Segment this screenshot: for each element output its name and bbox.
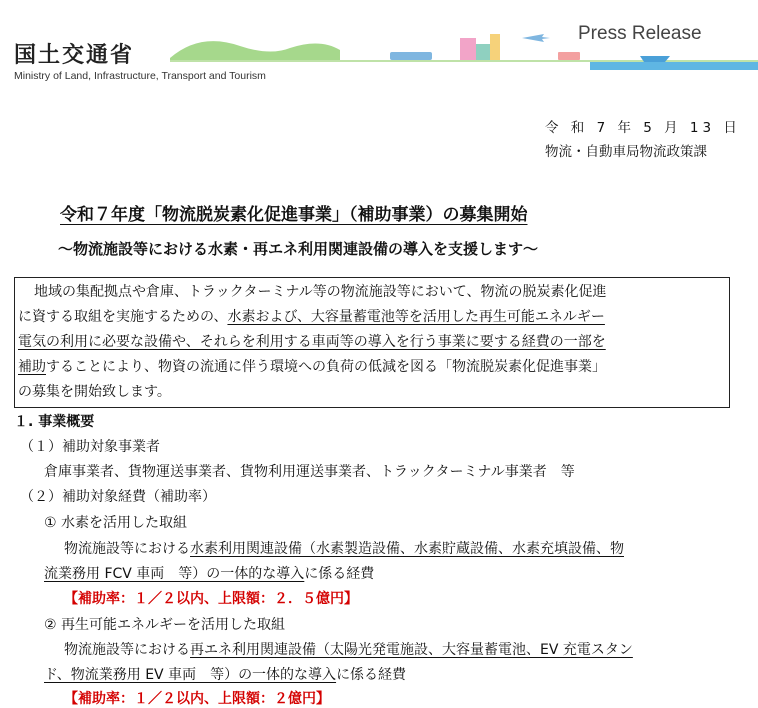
sub2-line-1-underlined: 再エネ利用関連設備（太陽光発電施設、大容量蓄電池、EV 充電スタン: [190, 642, 633, 658]
page-title: 令和７年度「物流脱炭素化促進事業」（補助事業）の募集開始: [60, 205, 528, 225]
sub2-line-2-text: に係る経費: [336, 667, 407, 683]
airplane-icon: [522, 34, 550, 42]
sub2-heading: ② 再生可能エネルギーを活用した取組: [44, 617, 285, 633]
building-2: [476, 44, 490, 60]
summary-line-4-text: することにより、物資の流通に伴う環境への負荷の低減を図る「物流脱炭素化促進事業」: [46, 359, 606, 375]
summary-line-3: 電気の利用に必要な設備や、それらを利用する車両等の導入を行う事業に要する経費の一部を: [18, 334, 606, 350]
sub2-subsidy-rate: 【補助率：１／２以内、上限額：２億円】: [64, 691, 330, 707]
summary-line-4-underlined: 補助: [18, 359, 46, 375]
item1-body: 倉庫事業者、貨物運送事業者、貨物利用運送事業者、トラックターミナル事業者 等: [44, 464, 575, 480]
building-1: [460, 38, 476, 60]
ministry-logo-title: 国土交通省: [14, 43, 135, 68]
train: [390, 52, 432, 60]
sub1-line-2-text: に係る経費: [304, 566, 375, 582]
sub2-line-1: [64, 639, 633, 659]
sub1-line-1-text: 物流施設等における: [64, 541, 190, 557]
sub2-line-2: [44, 664, 406, 684]
sub1-line-2-underlined: 流業務用 FCV 車両 等）の一体的な導入: [44, 566, 305, 582]
header-illustration: [170, 26, 758, 78]
press-release-label: Press Release: [578, 23, 702, 44]
department-name: 物流・自動車局物流政策課: [545, 144, 707, 160]
ministry-logo-subtitle: Ministry of Land, Infrastructure, Transport and Tourism: [14, 70, 266, 82]
sub1-heading: ① 水素を活用した取組: [44, 515, 188, 531]
summary-line-2-underlined: 水素および、大容量蓄電池等を活用した再生可能エネルギー: [227, 309, 605, 325]
section-heading: １. 事業概要: [14, 414, 95, 430]
item1-heading: （１）補助対象事業者: [20, 439, 160, 455]
ship: [640, 56, 670, 62]
sub1-line-2: [44, 563, 374, 583]
sub1-line-1-underlined: 水素利用関連設備（水素製造設備、水素貯蔵設備、水素充填設備、物: [190, 541, 624, 557]
release-date: 令 和 7 年 5 月 13 日: [545, 120, 741, 136]
sub2-line-1-text: 物流施設等における: [64, 642, 190, 658]
summary-line-2: [18, 305, 605, 330]
summary-line-5: の募集を開始致します。: [18, 384, 171, 400]
ground-line: [170, 60, 758, 62]
sub1-line-1: [64, 538, 624, 558]
item2-heading: （２）補助対象経費（補助率）: [20, 489, 216, 505]
sub1-subsidy-rate: 【補助率：１／２以内、上限額：２．５億円】: [64, 591, 358, 607]
sea: [590, 62, 758, 70]
building-3: [490, 34, 500, 60]
green-hills: [170, 41, 340, 62]
summary-line-2-text: に資する取組を実施するための、: [18, 309, 228, 325]
summary-line-1: 地域の集配拠点や倉庫、トラックターミナル等の物流施設等において、物流の脱炭素化促進: [34, 284, 607, 300]
sub2-line-2-underlined: ド、物流業務用 EV 車両 等）の一体的な導入: [44, 667, 337, 683]
truck: [558, 52, 580, 60]
summary-line-4: [18, 355, 606, 380]
page-subtitle: ～物流施設等における水素・再エネ利用関連設備の導入を支援します～: [58, 240, 539, 258]
